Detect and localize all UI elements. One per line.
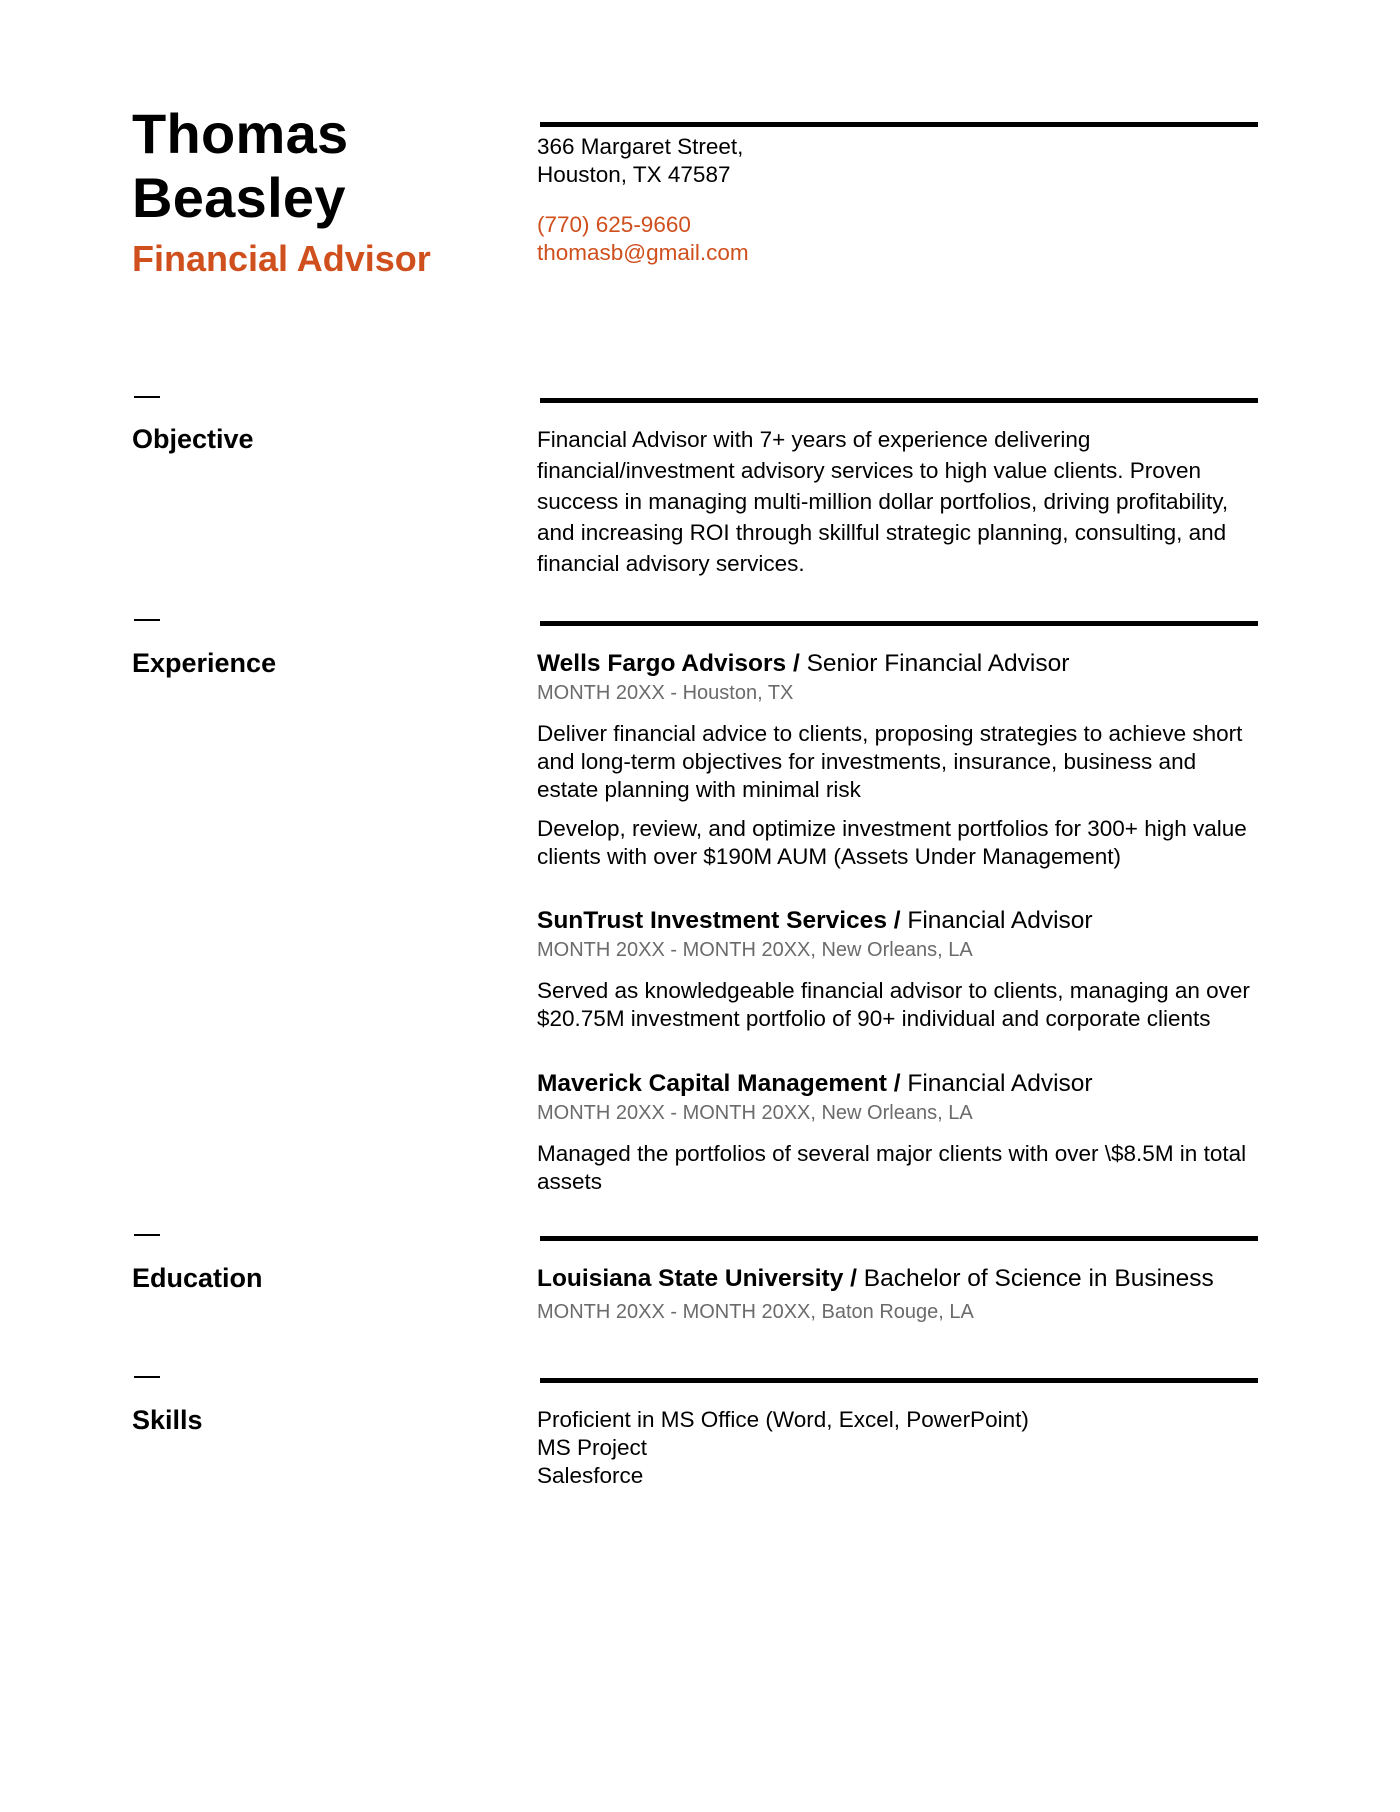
position-title: Senior Financial Advisor [799, 650, 1070, 677]
section-rule-experience [540, 621, 1258, 626]
job-description: Deliver financial advice to clients, proposing strategies to achieve short and long-term objectives for investments, insurance, business and estate planning with minimal risk [537, 721, 1243, 802]
degree-name: Bachelor of Science in Business [856, 1265, 1214, 1292]
objective-text: Financial Advisor with 7+ years of experience delivering financial/investment advisory services to high value clients. Proven success in managing multi-million dollar portfolios, driving profitability, and increasing ROI through skillful strategic planning, consulting, and financial advisory services. [537, 427, 1229, 576]
section-dash-objective [134, 396, 160, 398]
education-meta: MONTH 20XX - MONTH 20XX, Baton Rouge, LA [537, 1301, 974, 1323]
header-rule [540, 122, 1258, 127]
job-description: Served as knowledgeable financial advisor to clients, managing an over $20.75M investment portfolio of 90+ individual and corporate clients [537, 978, 1250, 1031]
section-rule-objective [540, 398, 1258, 403]
job-role-title: Financial Advisor [132, 238, 431, 279]
section-heading-objective: Objective [132, 424, 254, 454]
job-heading [537, 1068, 1262, 1100]
phone-link[interactable]: (770) 625-9660 [537, 212, 691, 237]
job-description: Develop, review, and optimize investment portfolios for 300+ high value clients with over $190M AUM (Assets Under Management) [537, 816, 1247, 869]
position-title: Financial Advisor [900, 1070, 1093, 1097]
company-name: Maverick Capital Management / [537, 1070, 901, 1097]
candidate-name [132, 102, 349, 230]
education-heading [537, 1263, 1262, 1295]
skill-item: Salesforce [537, 1463, 644, 1488]
contact-block [537, 133, 749, 267]
last-name: Beasley [132, 166, 346, 229]
company-name: Wells Fargo Advisors / [537, 650, 800, 677]
job-meta: MONTH 20XX - Houston, TX [537, 682, 794, 704]
skill-item: MS Project [537, 1435, 648, 1460]
section-heading-education: Education [132, 1263, 263, 1293]
school-name: Louisiana State University / [537, 1265, 857, 1292]
education-entry [537, 1263, 1262, 1325]
section-dash-experience [134, 619, 160, 621]
skills-list [537, 1406, 1262, 1490]
section-dash-skills [134, 1376, 160, 1378]
contact-spacer [537, 189, 749, 211]
skill-item: Proficient in MS Office (Word, Excel, PowerPoint) [537, 1407, 1029, 1432]
job-meta: MONTH 20XX - MONTH 20XX, New Orleans, LA [537, 1102, 973, 1124]
section-dash-education [134, 1234, 160, 1236]
company-name: SunTrust Investment Services / [537, 907, 901, 934]
section-heading-experience: Experience [132, 648, 277, 678]
job-heading [537, 648, 1262, 680]
job-meta: MONTH 20XX - MONTH 20XX, New Orleans, LA [537, 939, 973, 961]
job-entry [537, 905, 1262, 1033]
job-description: Managed the portfolios of several major clients with over \$8.5M in total assets [537, 1141, 1247, 1194]
first-name: Thomas [132, 102, 349, 165]
section-rule-education [540, 1236, 1258, 1241]
section-rule-skills [540, 1378, 1258, 1383]
job-heading [537, 905, 1262, 937]
address-line-1: 366 Margaret Street, [537, 134, 744, 159]
job-entry [537, 648, 1262, 871]
job-entry [537, 1068, 1262, 1196]
section-heading-skills: Skills [132, 1405, 203, 1435]
address-line-2: Houston, TX 47587 [537, 162, 731, 187]
position-title: Financial Advisor [900, 907, 1093, 934]
email-link[interactable]: thomasb@gmail.com [537, 240, 749, 265]
